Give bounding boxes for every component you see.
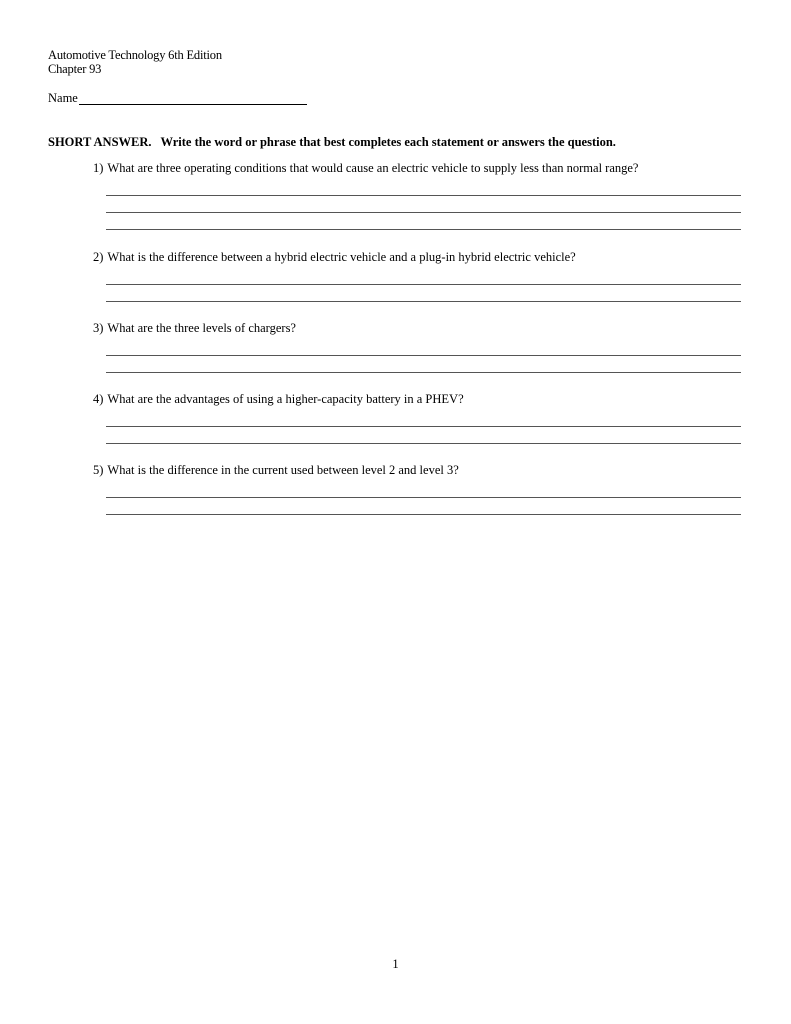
question-text: What are the three levels of chargers?	[107, 321, 296, 335]
name-label: Name	[48, 91, 78, 105]
name-blank[interactable]	[79, 92, 307, 105]
name-field-row	[48, 91, 307, 105]
answer-line[interactable]	[106, 426, 741, 427]
question-text: What are three operating conditions that would cause an electric vehicle to supply less than normal range?	[107, 161, 639, 175]
question-text: What is the difference between a hybrid electric vehicle and a plug-in hybrid electric vehicle?	[107, 250, 576, 264]
answer-line[interactable]	[106, 301, 741, 302]
section-instructions	[48, 135, 616, 150]
answer-line[interactable]	[106, 284, 741, 285]
question-3	[93, 321, 296, 336]
answer-line[interactable]	[106, 355, 741, 356]
answer-line[interactable]	[106, 497, 741, 498]
question-number: 4)	[93, 392, 104, 406]
answer-line[interactable]	[106, 229, 741, 230]
question-1	[93, 161, 638, 176]
question-4	[93, 392, 464, 407]
question-number: 2)	[93, 250, 104, 264]
chapter-label: Chapter 93	[48, 62, 102, 76]
question-number: 5)	[93, 463, 104, 477]
instructions-text: Write the word or phrase that best completes each statement or answers the question.	[160, 135, 616, 149]
question-2	[93, 250, 576, 265]
book-title: Automotive Technology 6th Edition	[48, 48, 222, 62]
answer-line[interactable]	[106, 514, 741, 515]
question-5	[93, 463, 459, 478]
answer-line[interactable]	[106, 212, 741, 213]
page-number: 1	[392, 957, 399, 971]
answer-line[interactable]	[106, 443, 741, 444]
answer-line[interactable]	[106, 372, 741, 373]
question-text: What is the difference in the current used between level 2 and level 3?	[107, 463, 459, 477]
question-number: 1)	[93, 161, 104, 175]
question-text: What are the advantages of using a higher-capacity battery in a PHEV?	[107, 392, 464, 406]
question-number: 3)	[93, 321, 104, 335]
answer-line[interactable]	[106, 195, 741, 196]
section-heading: SHORT ANSWER.	[48, 135, 152, 149]
